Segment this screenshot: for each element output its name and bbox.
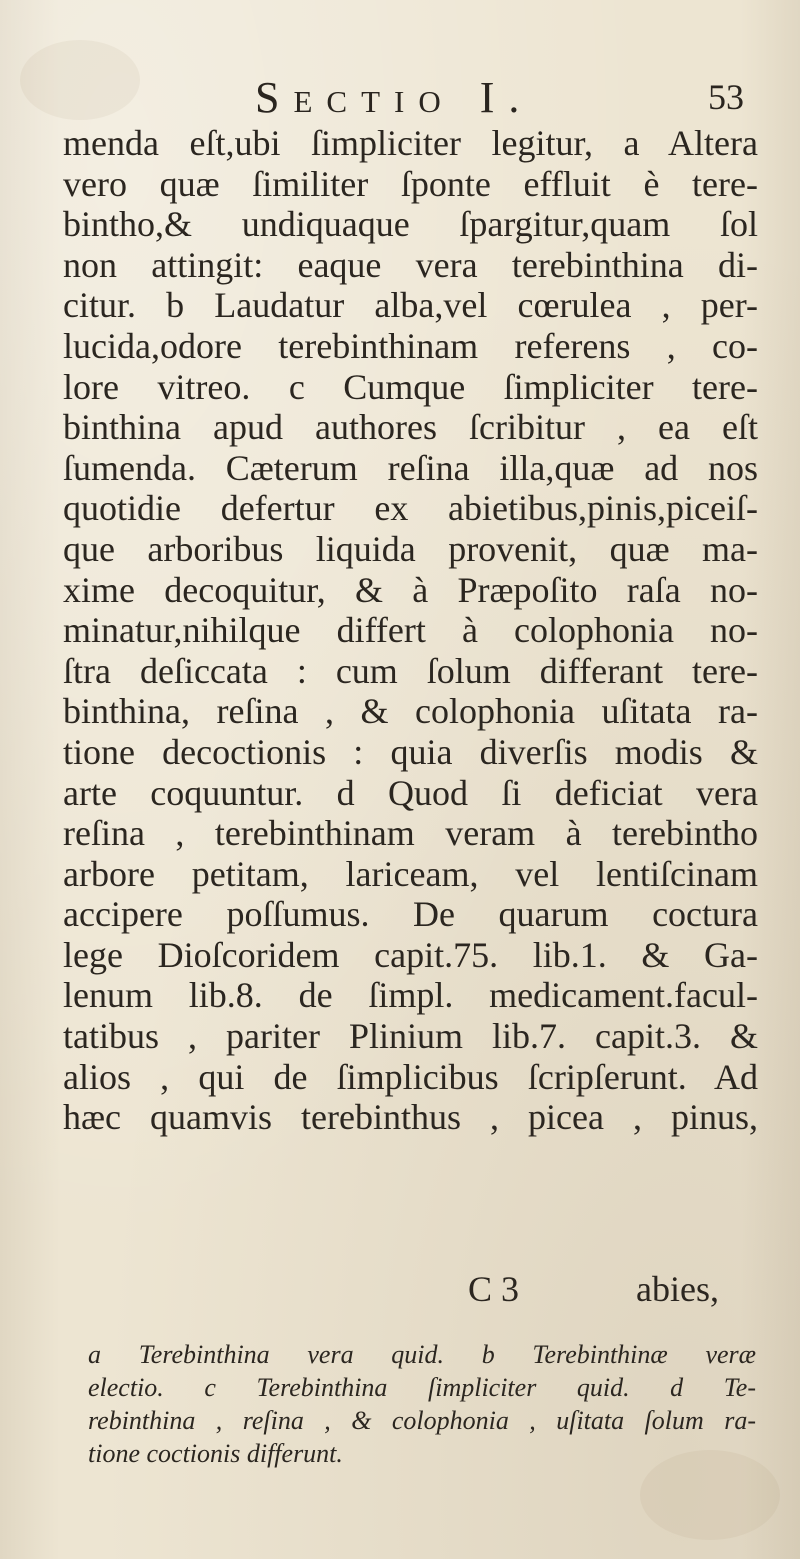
text-line: lucida,odore terebinthinam referens , co-: [63, 325, 758, 366]
page-number: 53: [708, 77, 744, 117]
text-line: minatur,nihilque differt à colophonia no-: [63, 610, 758, 651]
catchword: abies,: [636, 1269, 719, 1309]
text-line: arte coquuntur. d Quod ſi deficiat vera: [63, 772, 758, 813]
text-line: reſina , terebinthinam veram à terebintho: [63, 813, 758, 854]
text-line: accipere poſſumus. De quarum coctura: [63, 894, 758, 935]
text-line: tione decoctionis : quia diverſis modis &: [63, 731, 758, 772]
text-line: binthina, reſina , & colophonia uſitata ra-: [63, 691, 758, 732]
footnotes: [88, 1338, 756, 1470]
text-line: bintho,& undiquaque ſpargitur,quam ſol: [63, 204, 758, 245]
footnote-line: rebinthina , reſina , & colophonia , uſitata ſolum ra-: [88, 1406, 756, 1435]
body-text: [63, 123, 758, 1138]
running-head: Sectio I.: [255, 73, 534, 122]
text-line: hæc quamvis terebinthus , picea , pinus,: [63, 1097, 758, 1138]
text-line: ſtra deſiccata : cum ſolum differant tere-: [63, 650, 758, 691]
footnote-line: tione coctionis differunt.: [88, 1439, 343, 1468]
footnote-line: a Terebinthina vera quid. b Terebinthinæ veræ: [88, 1340, 756, 1369]
text-line: lore vitreo. c Cumque ſimpliciter tere-: [63, 366, 758, 407]
footnote-line: electio. c Terebinthina ſimpliciter quid. d Te-: [88, 1373, 756, 1402]
text-line: alios , qui de ſimplicibus ſcripſerunt. Ad: [63, 1056, 758, 1097]
text-line: lenum lib.8. de ſimpl. medicament.facul-: [63, 975, 758, 1016]
text-line: arbore petitam, lariceam, vel lentiſcinam: [63, 853, 758, 894]
text-line: citur. b Laudatur alba,vel cœrulea , per-: [63, 285, 758, 326]
text-line: xime decoquitur, & à Præpoſito raſa no-: [63, 569, 758, 610]
text-line: non attingit: eaque vera terebinthina di-: [63, 244, 758, 285]
signature-mark: C 3: [468, 1269, 520, 1309]
text-line: ſumenda. Cæterum reſina illa,quæ ad nos: [63, 447, 758, 488]
text-line: menda eſt,ubi ſimpliciter legitur, a Altera: [63, 123, 758, 163]
text-line: lege Dioſcoridem capit.75. lib.1. & Ga-: [63, 934, 758, 975]
text-line: vero quæ ſimiliter ſponte effluit è tere-: [63, 163, 758, 204]
text-line: binthina apud authores ſcribitur , ea eſt: [63, 407, 758, 448]
text-line: quotidie defertur ex abietibus,pinis,piceiſ-: [63, 488, 758, 529]
text-line: tatibus , pariter Plinium lib.7. capit.3. &: [63, 1016, 758, 1057]
signature-line: [0, 1268, 800, 1318]
text-line: que arboribus liquida provenit, quæ ma-: [63, 528, 758, 569]
